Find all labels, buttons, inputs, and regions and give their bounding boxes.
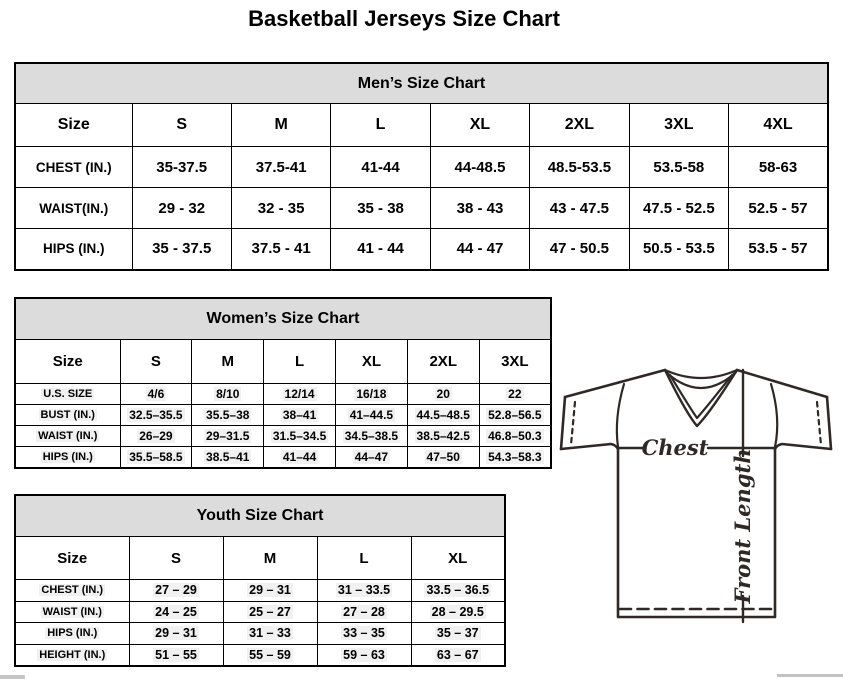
table-row	[15, 644, 505, 666]
size-value: 4/6	[147, 387, 165, 401]
size-value: 29 – 31	[249, 583, 291, 598]
size-value-cell	[231, 229, 330, 270]
size-value-cell	[223, 644, 317, 666]
size-value: 44 - 47	[456, 240, 504, 258]
womens-table-title: Women’s Size Chart	[15, 298, 551, 340]
column-header: XL	[430, 104, 529, 147]
size-value-cell	[479, 384, 551, 405]
row-label	[15, 426, 120, 447]
row-label	[15, 188, 132, 229]
size-value-cell	[629, 147, 728, 188]
size-value: 41–44	[282, 449, 317, 464]
womens-size-table	[14, 297, 552, 469]
size-value-cell	[317, 644, 411, 666]
size-value-cell	[331, 188, 430, 229]
row-label-text: BUST (IN.)	[40, 409, 95, 421]
right-sleeve-seam	[771, 384, 777, 447]
column-header: Size	[15, 537, 129, 580]
column-header: S	[132, 104, 231, 147]
size-value: 58-63	[758, 158, 798, 176]
row-label	[15, 447, 120, 468]
size-value: 31.5–34.5	[272, 429, 327, 443]
size-value-cell	[120, 405, 192, 426]
row-label-text: CHEST (IN.)	[41, 584, 104, 597]
size-value: 37.5 - 41	[251, 240, 311, 258]
size-value: 47.5 - 52.5	[642, 199, 715, 217]
size-value-cell	[317, 623, 411, 645]
size-value-cell	[407, 405, 479, 426]
table-row	[15, 580, 505, 602]
row-label	[15, 229, 132, 270]
row-label-text: HEIGHT (IN.)	[39, 648, 106, 661]
left-sleeve-bottom	[561, 444, 618, 449]
left-shoulder-line	[565, 370, 665, 397]
row-label	[15, 147, 132, 188]
row-label	[15, 644, 129, 666]
youth-size-table	[14, 494, 506, 667]
table-row	[15, 447, 551, 468]
size-value-cell	[129, 623, 223, 645]
left-cuff-dashes	[571, 402, 575, 445]
size-value-cell	[335, 447, 407, 468]
size-value-cell	[530, 147, 629, 188]
table-row	[15, 384, 551, 405]
size-value: 55 – 59	[249, 647, 291, 662]
table-row	[15, 147, 828, 188]
size-value-cell	[192, 426, 264, 447]
size-value-cell	[223, 580, 317, 602]
size-value-cell	[192, 405, 264, 426]
size-value: 35 - 38	[357, 199, 404, 217]
column-header: 2XL	[407, 340, 479, 384]
size-value: 44–47	[354, 449, 389, 464]
size-value-cell	[120, 447, 192, 468]
size-value-cell	[264, 384, 336, 405]
row-label-text: U.S. SIZE	[43, 388, 93, 400]
front-length-label: Front Length	[730, 448, 755, 604]
size-value-cell	[729, 147, 828, 188]
horizontal-scrollbar-fragment-right[interactable]	[777, 674, 843, 677]
column-header: XL	[335, 340, 407, 384]
size-value-cell	[132, 229, 231, 270]
size-value-cell	[132, 188, 231, 229]
size-value: 35 – 37	[436, 626, 479, 641]
row-label-text: HIPS (IN.)	[42, 241, 105, 257]
row-label-text: WAIST(IN.)	[39, 200, 109, 216]
size-value-cell	[335, 405, 407, 426]
column-header: S	[120, 340, 192, 384]
size-value-cell	[231, 147, 330, 188]
row-label-text: WAIST (IN.)	[38, 430, 98, 442]
size-value: 48.5-53.5	[547, 158, 612, 176]
size-value: 41–44.5	[349, 408, 394, 422]
column-header: 3XL	[479, 340, 551, 384]
size-value: 16/18	[356, 387, 387, 401]
size-value: 38–41	[282, 408, 317, 422]
left-sleeve-seam	[617, 384, 624, 447]
size-value-cell	[335, 426, 407, 447]
size-value-cell	[264, 447, 336, 468]
size-value: 38 - 43	[456, 199, 504, 217]
size-value-cell	[407, 384, 479, 405]
size-value: 8/10	[216, 387, 240, 401]
size-value-cell	[430, 188, 529, 229]
row-label	[15, 384, 120, 405]
size-value: 59 – 63	[343, 647, 385, 662]
size-value: 63 – 67	[436, 647, 479, 662]
table-row	[15, 623, 505, 645]
size-value: 35.5–58.5	[129, 449, 183, 464]
size-value: 29 – 31	[155, 626, 197, 641]
right-cuff-dashes	[817, 402, 821, 445]
column-header: 4XL	[729, 104, 828, 147]
size-value-cell	[430, 229, 529, 270]
row-label	[15, 601, 129, 623]
table-row	[15, 188, 828, 229]
size-value-cell	[479, 405, 551, 426]
size-value: 33 – 35	[343, 626, 385, 641]
size-value-cell	[317, 601, 411, 623]
size-value: 28 – 29.5	[431, 604, 484, 619]
size-value-cell	[479, 447, 551, 468]
column-header: XL	[411, 537, 505, 580]
size-value-cell	[231, 188, 330, 229]
size-value: 43 - 47.5	[549, 199, 609, 217]
right-shoulder-line	[737, 370, 827, 397]
size-value-cell	[407, 426, 479, 447]
size-value: 53.5-58	[653, 158, 705, 176]
size-value: 47 - 50.5	[549, 240, 609, 258]
column-header: M	[223, 537, 317, 580]
size-value-cell	[120, 426, 192, 447]
size-value-cell	[411, 623, 505, 645]
row-label-text: CHEST (IN.)	[35, 159, 112, 175]
row-label	[15, 405, 120, 426]
column-header: M	[192, 340, 264, 384]
size-value-cell	[729, 188, 828, 229]
size-value-cell	[120, 384, 192, 405]
size-value: 38.5–41	[206, 449, 250, 464]
size-value-cell	[411, 580, 505, 602]
size-value: 51 – 55	[155, 647, 197, 662]
size-value: 41-44	[361, 158, 400, 176]
row-label-text: HIPS (IN.)	[42, 450, 93, 463]
column-header: Size	[15, 340, 120, 384]
page-title: Basketball Jerseys Size Chart	[248, 6, 560, 31]
size-value-cell	[411, 601, 505, 623]
size-value: 35-37.5	[156, 158, 208, 176]
row-label-text: HIPS (IN.)	[47, 627, 98, 640]
size-value: 34.5–38.5	[344, 429, 399, 443]
size-value: 37.5-41	[255, 158, 307, 176]
size-value-cell	[192, 447, 264, 468]
jersey-outline-icon	[558, 358, 840, 630]
size-value-cell	[331, 229, 430, 270]
row-label-text: WAIST (IN.)	[42, 605, 102, 618]
size-value: 53.5 - 57	[748, 240, 808, 258]
column-header: 3XL	[629, 104, 728, 147]
size-value: 29–31.5	[206, 429, 250, 443]
size-value: 47–50	[426, 449, 460, 464]
size-value-cell	[264, 405, 336, 426]
size-value: 31 – 33	[249, 626, 291, 641]
size-value-cell	[530, 229, 629, 270]
chest-label: Chest	[641, 435, 709, 460]
size-value-cell	[430, 147, 529, 188]
size-value: 32.5–35.5	[129, 408, 183, 422]
size-value-cell	[335, 384, 407, 405]
mens-table-title: Men’s Size Chart	[15, 63, 828, 104]
size-value: 12/14	[284, 387, 315, 401]
size-value-cell	[331, 147, 430, 188]
size-value: 52.8–56.5	[488, 408, 542, 422]
size-value: 35 - 37.5	[152, 240, 212, 258]
row-label	[15, 623, 129, 645]
size-value: 54.3–58.3	[488, 449, 542, 464]
size-value: 31 – 33.5	[337, 583, 391, 598]
size-value: 41 - 44	[357, 240, 404, 258]
size-value: 27 – 28	[343, 604, 385, 619]
column-header: L	[264, 340, 336, 384]
jersey-measurement-diagram	[558, 358, 840, 630]
size-value: 27 – 29	[155, 583, 197, 598]
table-row	[15, 601, 505, 623]
size-value-cell	[129, 601, 223, 623]
size-value: 44-48.5	[454, 158, 506, 176]
size-value-cell	[629, 188, 728, 229]
size-value-cell	[729, 229, 828, 270]
size-value-cell	[407, 447, 479, 468]
size-value: 46.8–50.3	[488, 429, 542, 443]
size-value-cell	[223, 601, 317, 623]
size-value-cell	[411, 644, 505, 666]
size-value: 25 – 27	[249, 604, 291, 619]
size-value: 32 - 35	[257, 199, 305, 217]
table-row	[15, 229, 828, 270]
column-header: S	[129, 537, 223, 580]
column-header: L	[317, 537, 411, 580]
row-label	[15, 580, 129, 602]
size-value-cell	[132, 147, 231, 188]
size-value-cell	[317, 580, 411, 602]
left-sleeve-outer	[561, 397, 565, 449]
size-value-cell	[629, 229, 728, 270]
table-row	[15, 405, 551, 426]
size-value: 33.5 – 36.5	[426, 583, 490, 598]
youth-table-title: Youth Size Chart	[15, 495, 505, 537]
size-value: 20	[436, 387, 450, 401]
size-value-cell	[223, 623, 317, 645]
size-value: 50.5 - 53.5	[642, 240, 715, 258]
size-value: 24 – 25	[155, 604, 197, 619]
right-sleeve-bottom	[775, 444, 831, 449]
size-value-cell	[129, 644, 223, 666]
size-value-cell	[192, 384, 264, 405]
right-sleeve-outer	[827, 397, 831, 449]
size-value-cell	[530, 188, 629, 229]
column-header: Size	[15, 104, 132, 147]
size-value: 22	[508, 387, 522, 401]
size-value-cell	[129, 580, 223, 602]
size-value-cell	[264, 426, 336, 447]
size-value: 29 - 32	[158, 199, 206, 217]
mens-size-table	[14, 62, 829, 271]
size-value: 26–29	[139, 429, 173, 443]
size-value: 38.5–42.5	[416, 429, 470, 443]
column-header: M	[231, 104, 330, 147]
size-value: 35.5–38	[206, 408, 250, 422]
collar-top-arc	[665, 370, 737, 378]
size-value: 52.5 - 57	[748, 199, 808, 217]
horizontal-scrollbar-fragment-left[interactable]	[0, 675, 25, 679]
table-row	[15, 426, 551, 447]
size-value: 44.5–48.5	[416, 408, 470, 422]
column-header: 2XL	[530, 104, 629, 147]
column-header: L	[331, 104, 430, 147]
size-value-cell	[479, 426, 551, 447]
